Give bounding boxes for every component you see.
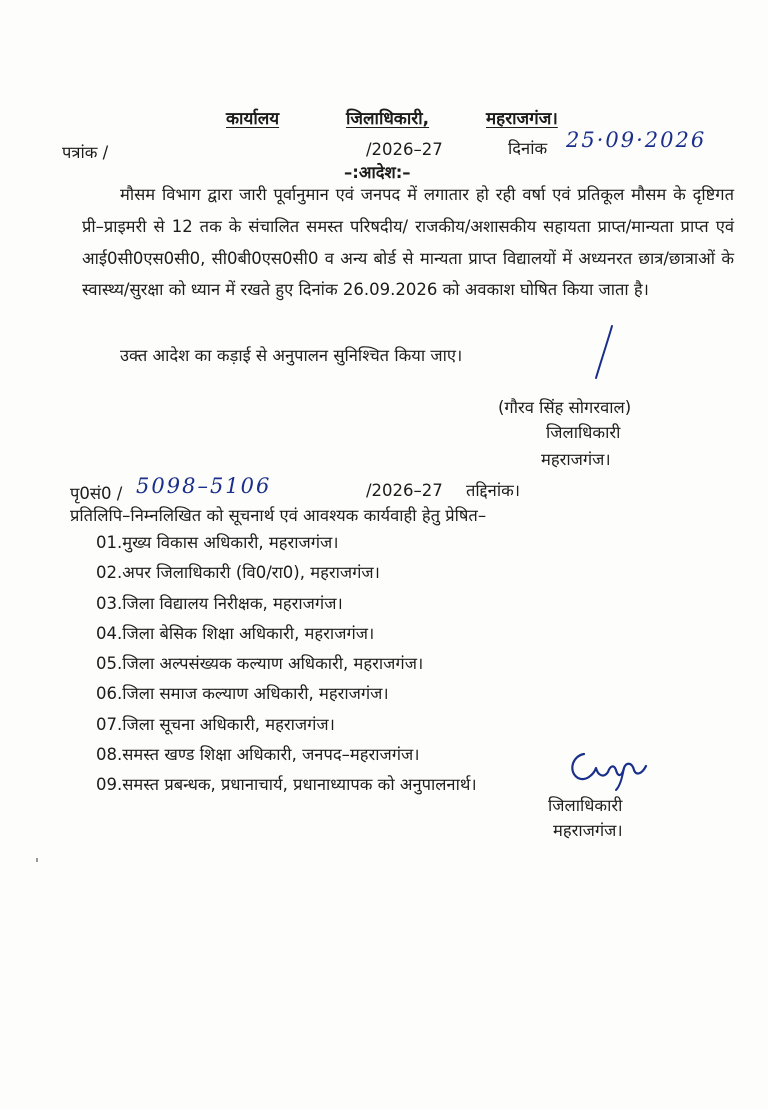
handwritten-date: 25·09·2026	[566, 128, 707, 152]
officer-name: (गौरव सिंह सोगरवाल)	[498, 398, 632, 417]
officer-designation: जिलाधिकारी	[546, 423, 621, 442]
list-item: 07.जिला सूचना अधिकारी, महराजगंज।	[96, 714, 335, 734]
list-item: 06.जिला समाज कल्याण अधिकारी, महराजगंज।	[96, 684, 389, 704]
handwritten-signature	[560, 742, 660, 792]
officer-place: महराजगंज।	[541, 450, 611, 469]
order-paragraph: मौसम विभाग द्वारा जारी पूर्वानुमान एवं जनपद में लगातार हो रही वर्षा एवं प्रतिकूल मौसम के दृष्टिगत प्री–प्राइमरी से 12 तक के संचालित समस्त परिषदीय/ राजकीय/अशासकीय सहायता प्राप्त/मान्यता प्राप्त एवं आई0सी0एस0सी0, सी0बी0एस0सी0 व अन्य बोर्ड से मान्यता प्राप्त विद्यालयों में अध्यनरत छात्र/छात्राओं के स्वास्थ्य/सुरक्षा को ध्यान में रखते हुए दिनांक 26.09.2026 को अवकाश घोषित किया जाता है।	[82, 185, 734, 300]
endorsement-label: पृ0सं0 /	[70, 484, 123, 503]
signatory-designation: जिलाधिकारी	[548, 796, 623, 815]
list-item: 01.मुख्य विकास अधिकारी, महराजगंज।	[96, 533, 339, 552]
ref-year: /2026–27	[366, 140, 443, 159]
list-item: 08.समस्त खण्ड शिक्षा अधिकारी, जनपद–महराजगंज।	[96, 745, 420, 765]
signature-stroke	[590, 322, 620, 382]
order-heading: –:आदेश:–	[344, 163, 411, 182]
list-item: 03.जिला विद्यालय निरीक्षक, महराजगंज।	[96, 593, 343, 613]
officer-title: जिलाधिकारी,	[346, 109, 430, 129]
endorsement-date: तद्दिनांक।	[466, 481, 521, 500]
list-item: 05.जिला अल्पसंख्यक कल्याण अधिकारी, महराजगंज।	[96, 654, 424, 674]
copy-to-list	[96, 528, 477, 801]
office-label: कार्यालय	[226, 109, 280, 129]
signatory-place: महराजगंज।	[553, 821, 623, 840]
header-place: महराजगंज।	[486, 109, 558, 129]
scan-speck	[36, 858, 38, 862]
copy-to-intro: प्रतिलिपि–निम्नलिखित को सूचनार्थ एवं आवश्यक कार्यवाही हेतु प्रेषित–	[70, 506, 487, 525]
handwritten-endorsement-number: 5098–5106	[136, 474, 272, 498]
endorsement-year: /2026–27	[366, 481, 443, 500]
list-item: 02.अपर जिलाधिकारी (वि0/रा0), महराजगंज।	[96, 563, 380, 583]
patrank-label: पत्रांक /	[62, 143, 109, 162]
compliance-line: उक्त आदेश का कड़ाई से अनुपालन सुनिश्चित किया जाए।	[120, 346, 463, 365]
date-label: दिनांक	[508, 139, 548, 158]
list-item: 09.समस्त प्रबन्धक, प्रधानाचार्य, प्रधानाध्यापक को अनुपालनार्थ।	[96, 775, 477, 795]
list-item: 04.जिला बेसिक शिक्षा अधिकारी, महराजगंज।	[96, 623, 375, 643]
